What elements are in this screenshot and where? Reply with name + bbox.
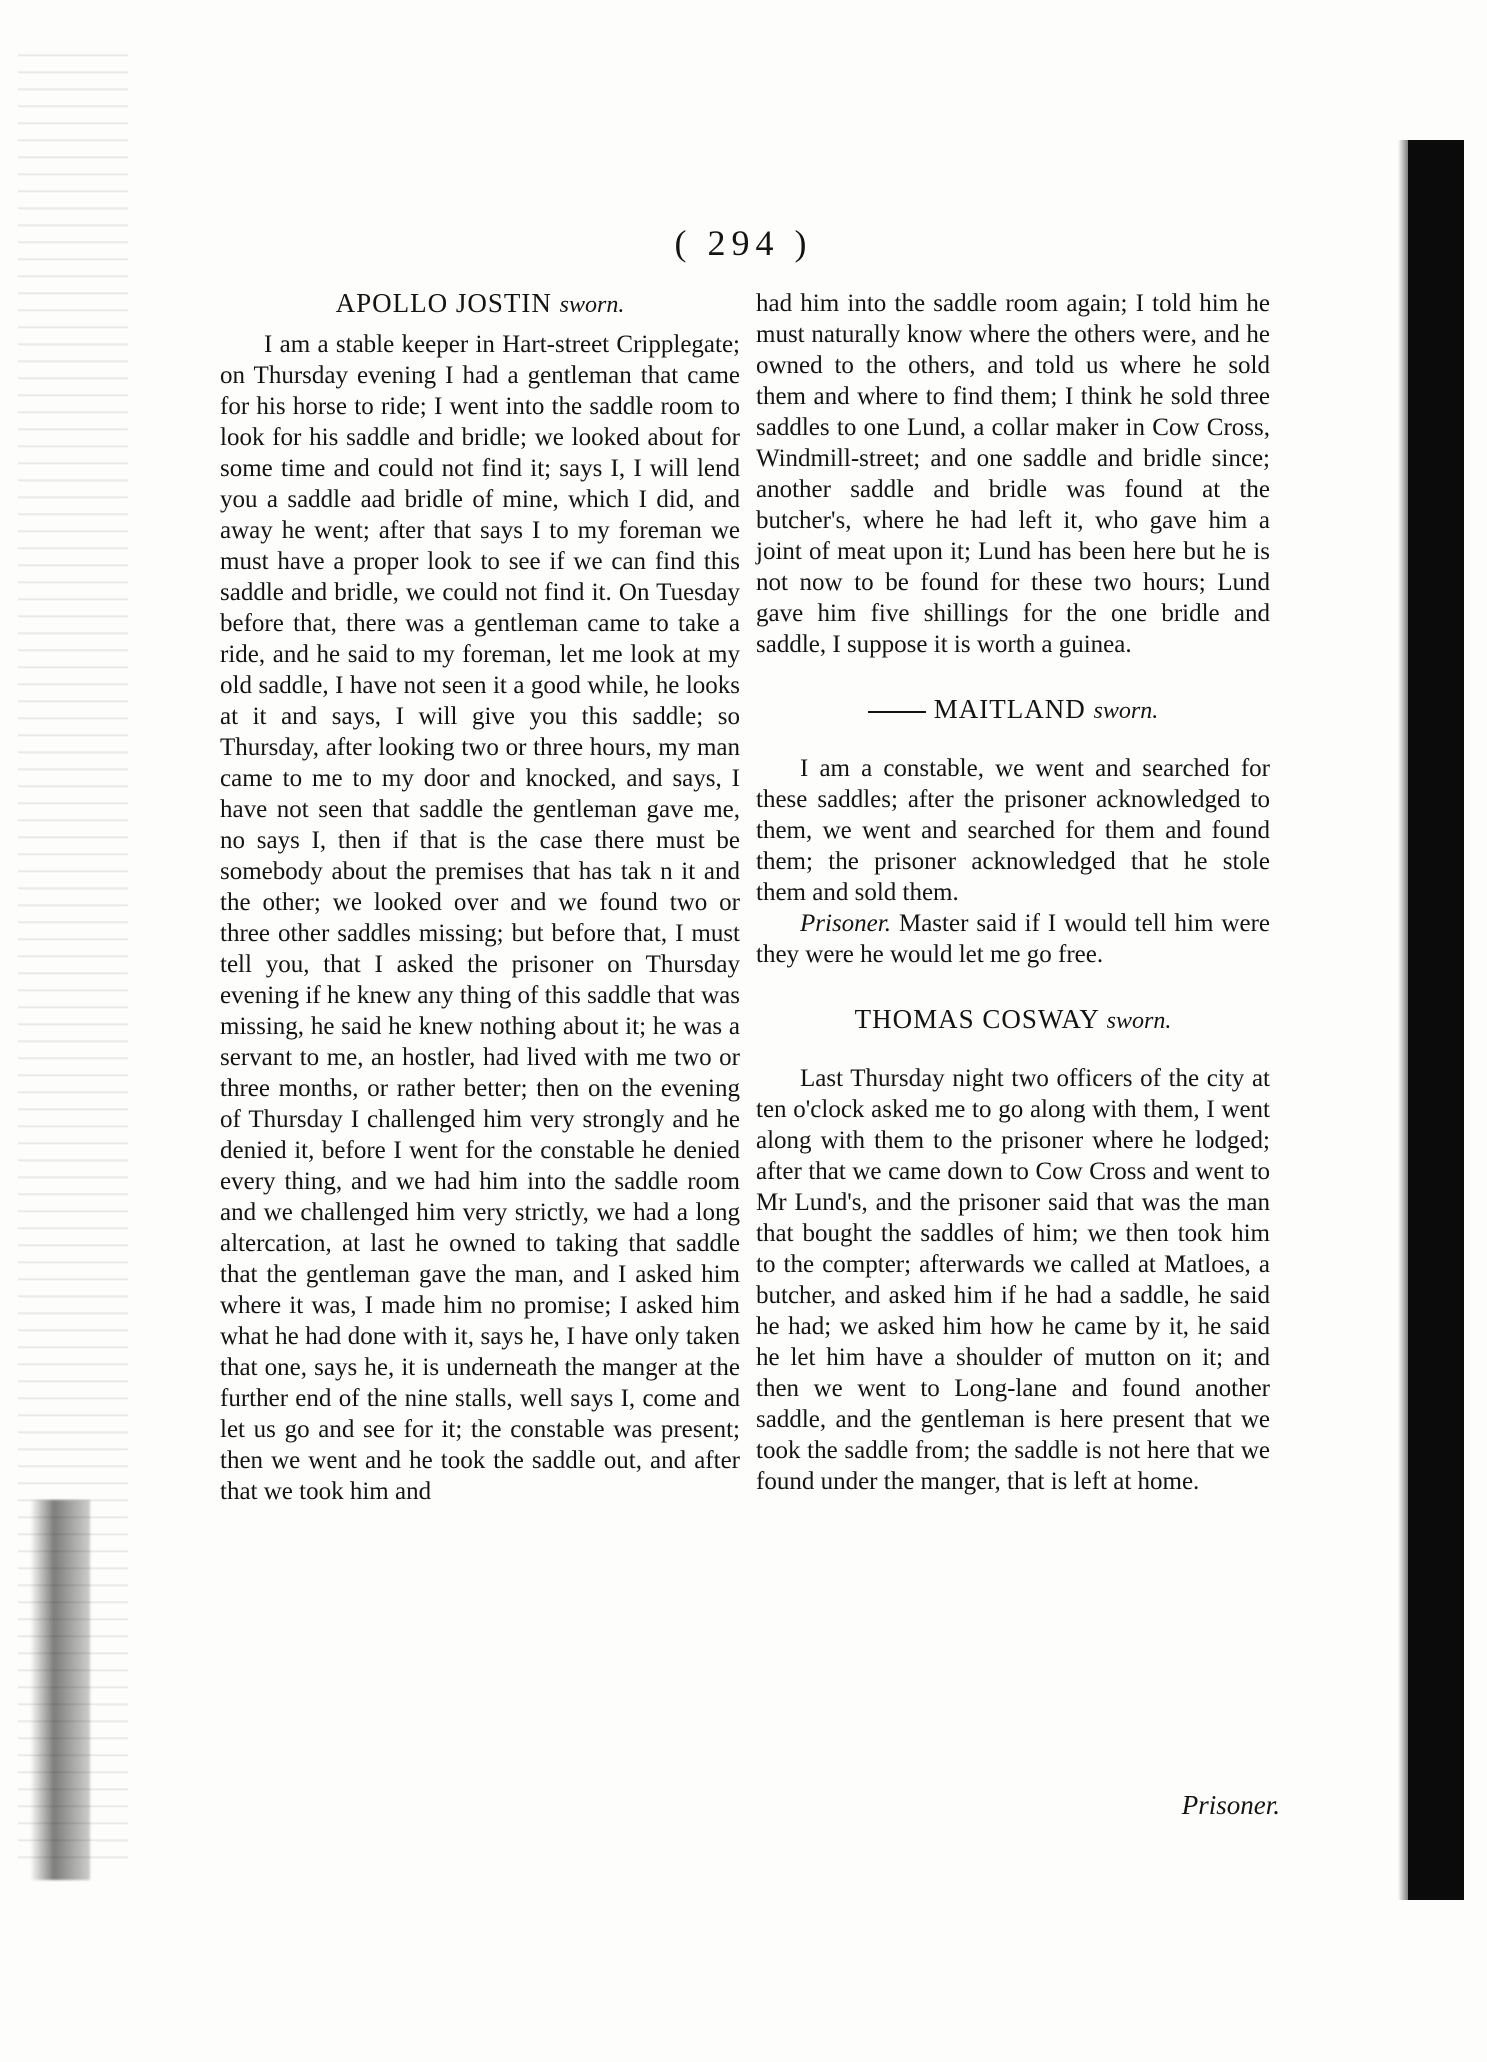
witness-name: THOMAS COSWAY <box>854 1004 1099 1034</box>
witness-name: APOLLO JOSTIN <box>335 288 552 318</box>
witness-name: MAITLAND <box>933 694 1086 724</box>
testimony-paragraph: Last Thursday night two officers of the city at ten o'clock asked me to go along with them, I went along with them to the prisoner where he lodged; after that we came down to Cow Cross and went to Mr Lund's, and the prisoner said that was the man that bought the saddles of him; we then took him to the compter; afterwards we called at Matloes, a butcher, and asked him if he had a saddle, he said he had; we asked him how he came by it, he said he let him have a shoulder of mutton on it; and then we went to Long-lane and found another saddle, and the gentleman is here present that we took the saddle from; the saddle is not here that we found under the manger, that is left at home. <box>756 1065 1270 1495</box>
right-column <box>756 288 1270 1497</box>
section-heading-thomas-cosway <box>756 1004 1270 1037</box>
sworn-label: sworn. <box>1106 1008 1172 1034</box>
testimony-paragraph: I am a stable keeper in Hart-street Cripplegate; on Thursday evening I had a gentleman that came for his horse to ride; I went into the saddle room to look for his saddle and bridle; we looked about for some time and could not find it; says I, I will lend you a saddle aad bridle of mine, which I did, and away he went; after that says I to my foreman we must have a proper look to see if we can find this saddle and bridle, we could not find it. On Tuesday before that, there was a gentleman came to take a ride, and he said to my foreman, let me look at my old saddle, I have not seen it a good while, he looks at it and says, I will give you this saddle; so Thursday, after looking two or three hours, my man came to me to my door and knocked, and says, I have not seen that saddle the gentleman gave me, no says I, then if that is the case there must be somebody about the premises that has tak n it and the other; we looked over and we found two or three other saddles missing; but before that, I must tell you, that I asked the prisoner on Thursday evening if he knew any thing of this saddle that was missing, he said he knew nothing about it; he was a servant to me, an hostler, had lived with me two or three months, or rather better; then on the evening of Thursday I challenged him very strongly and he denied it, before I went for the constable he denied every thing, and we had him into the saddle room and we challenged him very strictly, we had a long altercation, at last he owned to taking that saddle that the gentleman gave the man, and I asked him where it was, I made him no promise; I asked him what he had done with it, says he, I have only taken that one, says he, it is underneath the manger at the further end of the nine stalls, well says I, come and let us go and see for it; the constable was present; then we went and he took the saddle out, and after that we took him and <box>220 331 740 1505</box>
catchword: Prisoner. <box>1181 1790 1280 1820</box>
scan-edge-bar-right <box>1408 140 1464 1900</box>
heading-dash <box>868 711 926 713</box>
sworn-label: sworn. <box>559 292 625 318</box>
prisoner-statement-text: Master said if I would tell him were they were he would let me go free. <box>756 910 1271 968</box>
left-column <box>220 288 740 1507</box>
section-heading-apollo-jostin <box>220 288 740 321</box>
prisoner-statement <box>756 908 1270 970</box>
testimony-paragraph: I am a constable, we went and searched for these saddles; after the prisoner acknowledged to them, we went and searched for them and found them; the prisoner acknowledged that he stole them and sold them. <box>756 755 1270 906</box>
speaker-label: Prisoner. <box>800 910 891 937</box>
section-heading-maitland <box>756 694 1270 727</box>
sworn-label: sworn. <box>1093 698 1159 724</box>
testimony-continuation: had him into the saddle room again; I told him he must naturally know where the others were, and he owned to the others, and told us where he sold them and where to find them; I think he sold three saddles to one Lund, a collar maker in Cow Cross, Windmill-street; and one saddle and bridle since; another saddle and bridle was found at the butcher's, where he had left it, who gave him a joint of meat upon it; Lund has been here but he is not now to be found for these two hours; Lund gave him five shillings for the one bridle and saddle, I suppose it is worth a guinea. <box>756 290 1270 658</box>
scan-edge-smudge-left <box>30 1500 90 1880</box>
page-number: ( 294 ) <box>674 223 813 263</box>
